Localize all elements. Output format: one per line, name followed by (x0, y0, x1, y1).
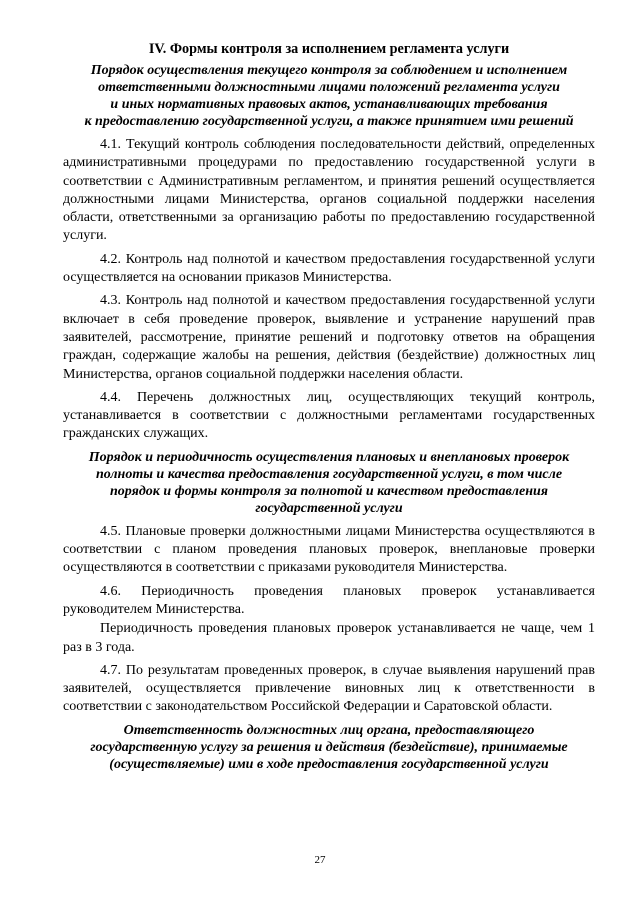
heading-line: Порядок и периодичность осуществления плановых и внеплановых проверок (88, 449, 570, 465)
paragraph-4-1: 4.1. Текущий контроль соблюдения последовательности действий, определенных административными процедурами по предоставлению государственной услуги в соответствии с Административным регламентом, и принятия решений осуществляется должностными лицами Министерства, органов социальной поддержки населения области, ответственными за организацию работы по предоставлению государственной услуги. (63, 137, 595, 244)
heading-line: к предоставлению государственной услуги, а также принятием ими решений (84, 114, 574, 129)
heading-line: государственной услуги (255, 500, 403, 516)
paragraph-4-3: 4.3. Контроль над полнотой и качеством предоставления государственной услуги включает в себя проведение проверок, выявление и устранение нарушений прав заявителей, рассмотрение, принятие решений и подготовку ответов на обращения граждан, содержащие жалобы на решения, действия (бездействие) должностных лиц Министерства, органов социальной поддержки населения области. (63, 293, 595, 382)
heading-line: и иных нормативных правовых актов, устанавливающих требования (110, 97, 548, 112)
paragraph-periodicity: Периодичность проведения плановых проверок устанавливается не чаще, чем 1 раз в 3 года. (63, 621, 595, 655)
document-page (63, 40, 595, 779)
heading-line: государственную услугу за решения и действия (бездействие), принимаемые (90, 739, 568, 755)
subsection-heading-inspections (63, 449, 595, 517)
paragraph-4-5: 4.5. Плановые проверки должностными лицами Министерства осуществляются в соответствии с планом проведения плановых проверок, внеплановые проверки осуществляются в соответствии с приказами руководителя Министерства. (63, 523, 595, 576)
paragraph-4-2: 4.2. Контроль над полнотой и качеством предоставления государственной услуги осуществляется на основании приказов Министерства. (63, 251, 595, 286)
heading-line: полноты и качества предоставления государственной услуги, в том числе (95, 466, 563, 482)
heading-line: порядок и формы контроля за полнотой и качеством предоставления (110, 483, 548, 499)
heading-line: (осуществляемые) ими в ходе предоставления государственной услуги (109, 756, 549, 772)
paragraph-4-7: 4.7. По результатам проведенных проверок, в случае выявления нарушений прав заявителей, осуществляется привлечение виновных лиц к ответственности в соответствии с законодательством Российской Федерации и Саратовской области. (63, 662, 595, 715)
heading-line: ответственными должностными лицами положений регламента услуги (98, 80, 560, 95)
section-title: IV. Формы контроля за исполнением регламента услуги (148, 41, 510, 57)
heading-line: Порядок осуществления текущего контроля за соблюдением и исполнением (90, 63, 568, 78)
subsection-heading-current-control (63, 62, 595, 130)
page-number: 27 (314, 854, 326, 866)
subsection-heading-responsibility (63, 722, 595, 773)
heading-line: Ответственность должностных лиц органа, предоставляющего (123, 722, 535, 738)
paragraph-4-6: 4.6. Периодичность проведения плановых проверок устанавливается руководителем Министерства. (63, 583, 595, 617)
paragraph-4-4: 4.4. Перечень должностных лиц, осуществляющих текущий контроль, устанавливается в соответствии с должностными регламентами государственных гражданских служащих. (63, 389, 595, 442)
